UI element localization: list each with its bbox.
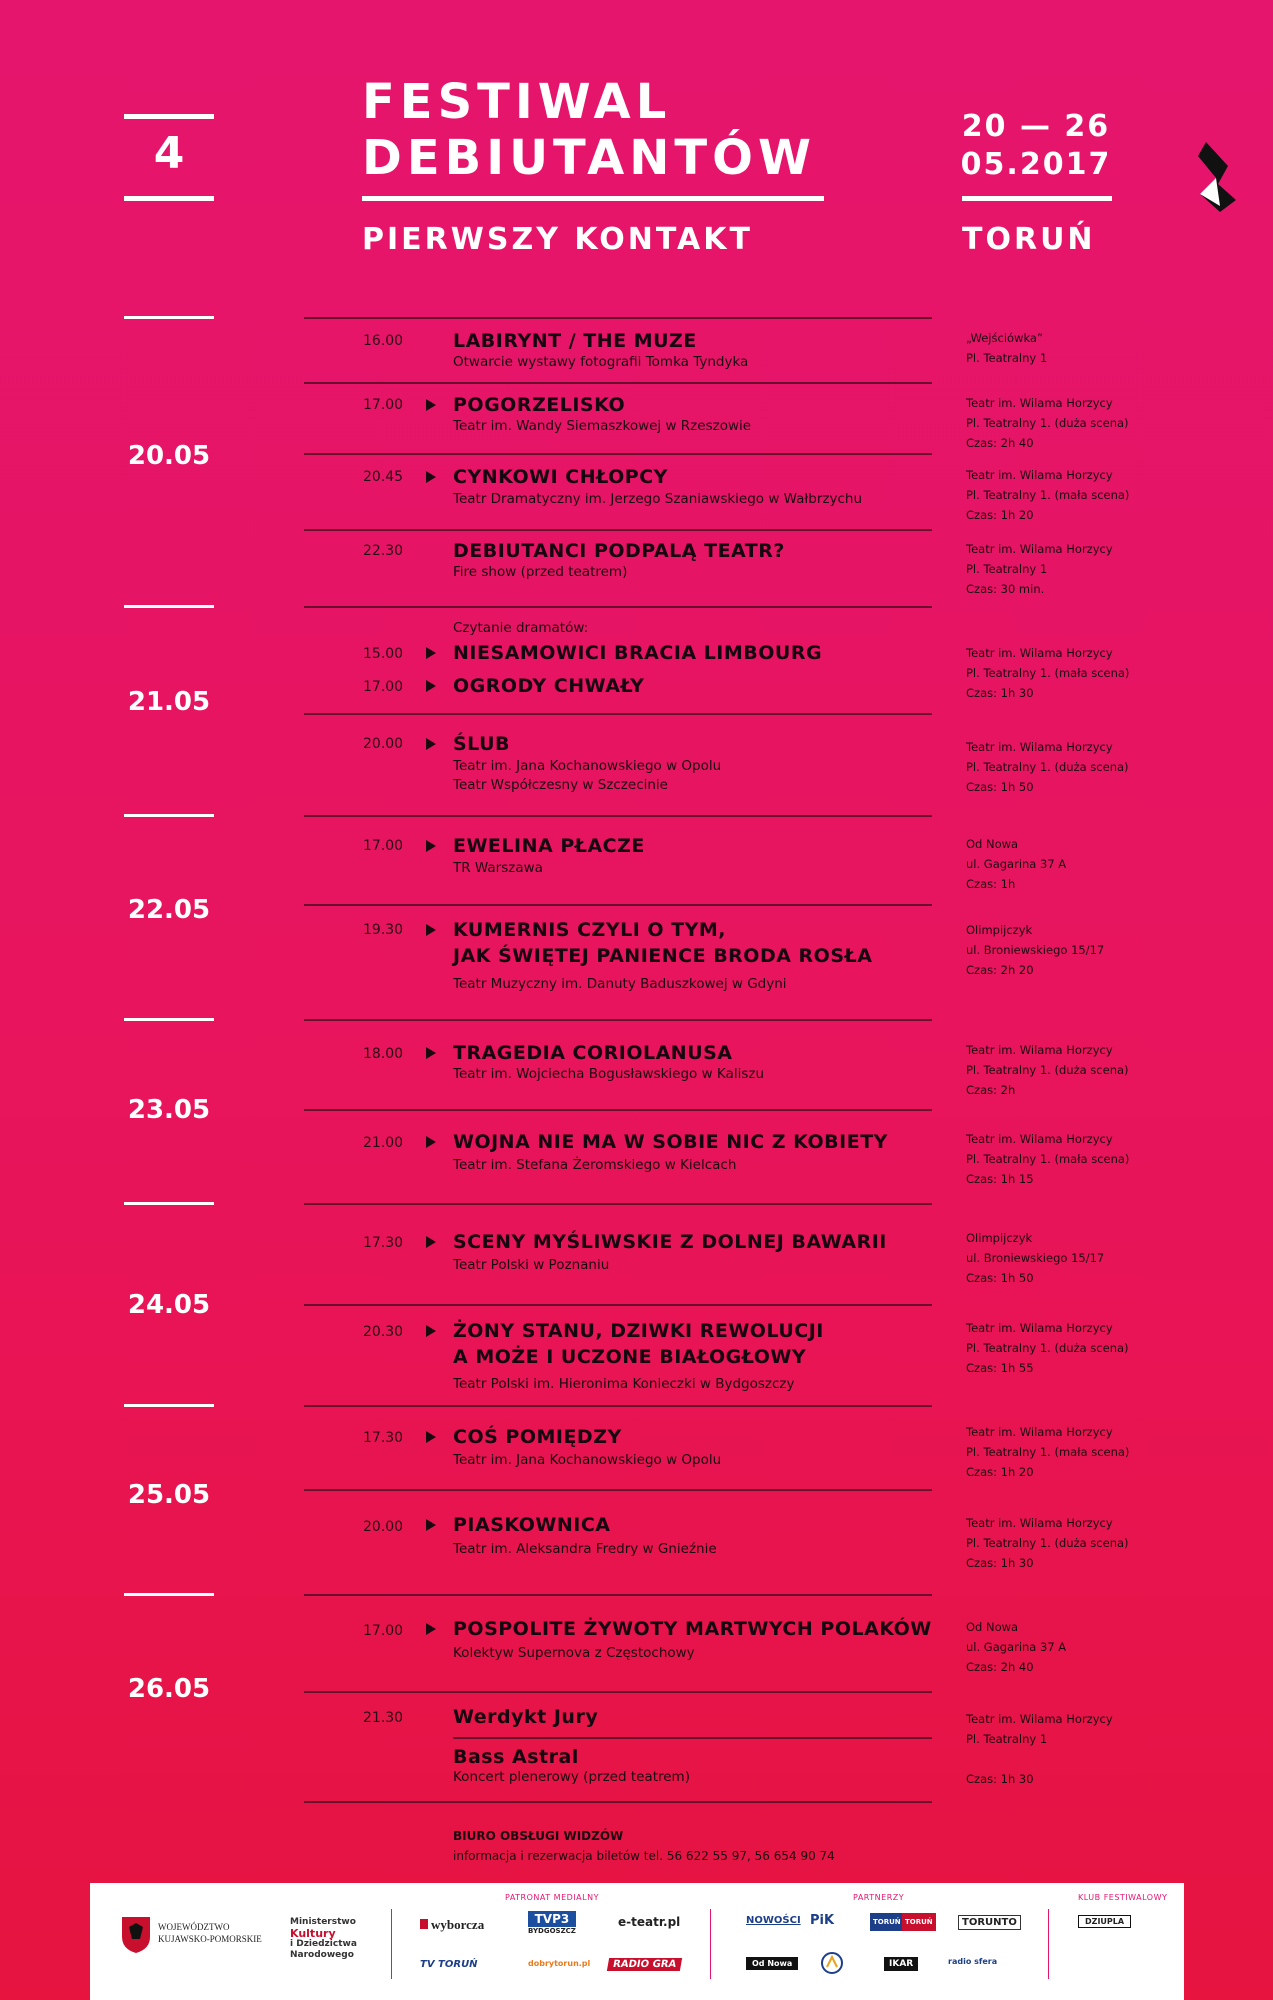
venue-line: Czas: 1h [966, 877, 1016, 891]
event-title[interactable]: PIASKOWNICA [453, 1514, 611, 1536]
partners-label: PARTNERZY [853, 1893, 905, 1902]
event-title[interactable]: DEBIUTANCI PODPALĄ TEATR? [453, 540, 785, 562]
ministry-line: Narodowego [290, 1950, 354, 1960]
pik-logo: PiK [810, 1913, 835, 1928]
event-venue [966, 1709, 1113, 1749]
venue-line: Pl. Teatralny 1. (mała scena) [966, 1445, 1130, 1459]
venue-line: Czas: 1h 20 [966, 508, 1034, 522]
event-subtitle: Teatr Dramatyczny im. Jerzego Szaniawskiego w Wałbrzychu [453, 491, 863, 507]
torunto-logo: TORUNTO [958, 1915, 1021, 1930]
event-venue [966, 1228, 1104, 1288]
region-crest-icon [120, 1915, 152, 1955]
venue-line: Czas: 1h 30 [966, 686, 1034, 700]
event-venue [966, 328, 1047, 368]
venue-line: Teatr im. Wilama Horzycy [966, 1132, 1113, 1146]
edition-bar-top [124, 114, 214, 119]
region-line: KUJAWSKO-POMORSKIE [158, 1934, 262, 1944]
event-time: 20.00 [363, 1519, 404, 1535]
sponsors-footer [90, 1883, 1184, 2000]
dates-underline [962, 196, 1112, 201]
schedule-divider [304, 453, 932, 455]
event-venue [966, 1617, 1066, 1677]
venue-line: Teatr im. Wilama Horzycy [966, 1321, 1113, 1335]
event-subtitle: Otwarcie wystawy fotografii Tomka Tyndyka [453, 354, 749, 370]
event-subtitle: Teatr Polski w Poznaniu [453, 1257, 610, 1273]
venue-line: Pl. Teatralny 1 [966, 1732, 1048, 1746]
play-arrow-icon [426, 1623, 436, 1635]
event-time: 20.30 [363, 1324, 404, 1340]
day-separator [124, 1404, 214, 1407]
venue-line: Pl. Teatralny 1. (duża scena) [966, 416, 1129, 430]
dziupla-logo: DZIUPLA [1078, 1915, 1131, 1928]
region-line: WOJEWÓDZTWO [158, 1922, 230, 1932]
event-subtitle: Teatr Polski im. Hieronima Konieczki w Bydgoszczy [453, 1376, 795, 1392]
radiosfera-logo: radio sfera [948, 1957, 998, 1966]
event-subtitle: Teatr im. Stefana Żeromskiego w Kielcach [453, 1157, 737, 1173]
event-venue [966, 465, 1129, 525]
event-subtitle: Teatr im. Jana Kochanowskiego w Opolu [453, 1452, 722, 1468]
edition-badge [124, 104, 212, 220]
footer-separator [391, 1909, 392, 1979]
venue-line: Pl. Teatralny 1. (duża scena) [966, 1536, 1129, 1550]
club-label: KLUB FESTIWALOWY [1078, 1893, 1168, 1902]
venue-line: Czas: 1h 30 [966, 1556, 1034, 1570]
venue-line: Teatr im. Wilama Horzycy [966, 396, 1113, 410]
event-subtitle: Teatr im. Wojciecha Bogusławskiego w Kaliszu [453, 1066, 764, 1082]
event-title-line-2[interactable]: A MOŻE I UCZONE BIAŁOGŁOWY [453, 1346, 807, 1368]
event-title[interactable]: NIESAMOWICI BRACIA LIMBOURG [453, 642, 823, 664]
event-title[interactable]: Werdykt Jury [453, 1706, 599, 1728]
venue-line: Czas: 2h [966, 1083, 1016, 1097]
venue-line: Czas: 30 min. [966, 582, 1045, 596]
venue-line: Pl. Teatralny 1. (duża scena) [966, 1063, 1129, 1077]
schedule-divider [304, 1109, 932, 1111]
schedule-divider [304, 1304, 932, 1306]
venue-line: Pl. Teatralny 1. (mała scena) [966, 488, 1130, 502]
region-logo-text [158, 1921, 262, 1945]
venue-line: „Wejściówka” [966, 331, 1043, 345]
nowosci-logo: NOWOŚCI [746, 1915, 801, 1926]
day-label: 26.05 [127, 1674, 211, 1704]
footer-separator [1048, 1909, 1049, 1979]
event-time: 17.00 [363, 1623, 404, 1639]
ministry-line: Kultury [290, 1927, 336, 1940]
day-separator [124, 1018, 214, 1021]
ministry-line: i Dziedzictwa [290, 1939, 357, 1949]
tvp3-logo [528, 1911, 576, 1935]
event-time: 15.00 [363, 646, 404, 662]
event-title[interactable]: POSPOLITE ŻYWOTY MARTWYCH POLAKÓW [453, 1618, 932, 1640]
festival-title [362, 74, 816, 186]
venue-line: Czas: 1h 55 [966, 1361, 1034, 1375]
event-time: 20.00 [363, 736, 404, 752]
event-time: 16.00 [363, 333, 404, 349]
readings-label: Czytanie dramatów: [453, 620, 589, 636]
play-arrow-icon [426, 1431, 436, 1443]
event-time: 22.30 [363, 543, 404, 559]
venue-line: Pl. Teatralny 1 [966, 562, 1048, 576]
day-label: 23.05 [127, 1095, 211, 1125]
play-arrow-icon [426, 680, 436, 692]
event-title[interactable]: OGRODY CHWAŁY [453, 675, 645, 697]
festival-subtitle: PIERWSZY KONTAKT [362, 222, 753, 257]
torun-logo-2: TORUŃ [902, 1913, 936, 1931]
venue-line: Teatr im. Wilama Horzycy [966, 542, 1113, 556]
event-venue [966, 393, 1129, 453]
festival-dates [960, 108, 1112, 184]
venue-line: Olimpijczyk [966, 923, 1033, 937]
radiogra-logo: RADIO GRA [607, 1958, 682, 1971]
venue-line: Teatr im. Wilama Horzycy [966, 646, 1113, 660]
event-subtitle: Teatr Muzyczny im. Danuty Baduszkowej w Gdyni [453, 976, 787, 992]
day-label: 21.05 [127, 687, 211, 717]
event-time: 17.30 [363, 1430, 404, 1446]
box-office-info [453, 1826, 835, 1866]
venue-line: ul. Gagarina 37 A [966, 1640, 1067, 1654]
event-time: 17.00 [363, 397, 404, 413]
tvp3-text: TVP3 [528, 1911, 576, 1927]
venue-line: ul. Broniewskiego 15/17 [966, 1251, 1105, 1265]
venue-line: Czas: 2h 20 [966, 963, 1034, 977]
play-arrow-icon [426, 647, 436, 659]
event-time: 18.00 [363, 1046, 404, 1062]
play-arrow-icon [426, 1519, 436, 1531]
footer-separator [710, 1909, 711, 1979]
schedule-divider [304, 815, 932, 817]
tvp3-sub: BYDGOSZCZ [528, 1927, 576, 1935]
event-subtitle: TR Warszawa [453, 860, 543, 876]
event-venue [966, 1422, 1129, 1482]
venue-line: Czas: 2h 40 [966, 436, 1034, 450]
event-subtitle: Teatr Współczesny w Szczecinie [453, 777, 668, 793]
event-title[interactable]: CYNKOWI CHŁOPCY [453, 466, 668, 488]
schedule-divider [304, 1594, 932, 1596]
festival-logo-icon [1196, 142, 1240, 212]
box-office-text: informacja i rezerwacja biletów tel. 56 622 55 97, 56 654 90 74 [453, 1849, 835, 1863]
venue-line: Czas: 1h 50 [966, 780, 1034, 794]
play-arrow-icon [426, 924, 436, 936]
venue-line: Olimpijczyk [966, 1231, 1033, 1245]
day-label: 24.05 [127, 1290, 211, 1320]
event-title[interactable]: LABIRYNT / THE MUZE [453, 330, 697, 352]
box-office-heading: BIURO OBSŁUGI WIDZÓW [453, 1829, 624, 1843]
event-title-line-2[interactable]: JAK ŚWIĘTEJ PANIENCE BRODA ROSŁA [453, 945, 873, 967]
event-time: 21.30 [363, 1710, 404, 1726]
event-time: 17.00 [363, 679, 404, 695]
day-label: 25.05 [127, 1480, 211, 1510]
day-separator [124, 814, 214, 817]
event-venue [966, 643, 1129, 703]
schedule-divider [304, 1691, 932, 1693]
event-title[interactable]: EWELINA PŁACZE [453, 835, 645, 857]
day-label: 22.05 [127, 895, 211, 925]
day-separator [124, 1593, 214, 1596]
play-arrow-icon [426, 1325, 436, 1337]
venue-line: Czas: 1h 15 [966, 1172, 1034, 1186]
event-subtitle: Teatr im. Aleksandra Fredry w Gnieźnie [453, 1541, 717, 1557]
ministry-logo [290, 1917, 357, 1961]
day-separator [124, 316, 214, 319]
event-venue [966, 1513, 1129, 1573]
day-label: 20.05 [127, 441, 211, 471]
play-arrow-icon [426, 1047, 436, 1059]
schedule-divider [453, 1737, 932, 1739]
event-title[interactable]: SCENY MYŚLIWSKIE Z DOLNEJ BAWARII [453, 1231, 887, 1253]
event-time: 20.45 [363, 469, 404, 485]
event-venue [966, 539, 1113, 599]
edition-bar-bottom [124, 196, 214, 201]
play-arrow-icon [426, 840, 436, 852]
dobrytorun-logo: dobrytorun.pl [528, 1959, 591, 1968]
day-separator [124, 605, 214, 608]
venue-line: ul. Broniewskiego 15/17 [966, 943, 1105, 957]
torun-logo-1: TORUŃ [870, 1913, 904, 1931]
event-subtitle: Teatr im. Jana Kochanowskiego w Opolu [453, 758, 722, 774]
event-subtitle: Koncert plenerowy (przed teatrem) [453, 1769, 690, 1785]
tvtorun-logo: TV TORUŃ [420, 1959, 478, 1970]
schedule-divider [304, 713, 932, 715]
venue-line: Teatr im. Wilama Horzycy [966, 740, 1113, 754]
event-time: 21.00 [363, 1135, 404, 1151]
schedule-divider [304, 1019, 932, 1021]
venue-line: Pl. Teatralny 1. (duża scena) [966, 760, 1129, 774]
event-venue [966, 737, 1129, 797]
venue-line: ul. Gagarina 37 A [966, 857, 1067, 871]
venue-line: Pl. Teatralny 1. (duża scena) [966, 1341, 1129, 1355]
dates-line-1: 20 — 26 [961, 109, 1111, 144]
play-arrow-icon [426, 1236, 436, 1248]
title-line-2: DEBIUTANTÓW [362, 130, 816, 186]
event-venue [966, 1040, 1129, 1100]
schedule-divider [304, 1801, 932, 1803]
event-duration: Czas: 1h 30 [966, 1772, 1034, 1786]
event-time: 17.30 [363, 1235, 404, 1251]
venue-line: Pl. Teatralny 1. (mała scena) [966, 666, 1130, 680]
media-patronage-label: PATRONAT MEDIALNY [505, 1893, 599, 1902]
event-title[interactable]: KUMERNIS CZYLI O TYM, [453, 919, 726, 941]
club-partner-icon [820, 1951, 844, 1975]
event-subtitle: Fire show (przed teatrem) [453, 564, 628, 580]
venue-line: Czas: 2h 40 [966, 1660, 1034, 1674]
eteatr-logo: e-teatr.pl [618, 1915, 681, 1929]
venue-line: Od Nowa [966, 1620, 1019, 1634]
venue-line: Czas: 1h 20 [966, 1465, 1034, 1479]
ikar-logo: IKAR [884, 1957, 918, 1971]
event-title[interactable]: COŚ POMIĘDZY [453, 1426, 622, 1448]
schedule-divider [304, 529, 932, 531]
schedule-divider [304, 1489, 932, 1491]
ministry-line: Ministerstwo [290, 1917, 356, 1927]
event-venue [966, 1318, 1129, 1378]
schedule-divider [304, 317, 932, 319]
play-arrow-icon [426, 471, 436, 483]
event-time: 17.00 [363, 838, 404, 854]
day-separator [124, 1202, 214, 1205]
schedule-divider [304, 1203, 932, 1205]
schedule-divider [304, 606, 932, 608]
schedule-divider [304, 1405, 932, 1407]
event-venue [966, 1129, 1129, 1189]
dates-line-2: 05.2017 [960, 147, 1112, 182]
venue-line: Teatr im. Wilama Horzycy [966, 1425, 1113, 1439]
play-arrow-icon [426, 399, 436, 411]
venue-line: Teatr im. Wilama Horzycy [966, 468, 1113, 482]
festival-city: TORUŃ [962, 222, 1096, 257]
venue-line: Czas: 1h 50 [966, 1271, 1034, 1285]
edition-number: 4 [153, 128, 185, 179]
event-title[interactable]: ŚLUB [453, 733, 511, 755]
event-title[interactable]: Bass Astral [453, 1746, 579, 1768]
odnowa-logo: Od Nowa [746, 1957, 798, 1970]
wyborcza-text: wyborcza [431, 1917, 485, 1932]
wyborcza-logo [420, 1917, 484, 1933]
venue-line: Teatr im. Wilama Horzycy [966, 1712, 1113, 1726]
venue-line: Teatr im. Wilama Horzycy [966, 1516, 1113, 1530]
venue-line: Pl. Teatralny 1 [966, 351, 1048, 365]
event-subtitle: Teatr im. Wandy Siemaszkowej w Rzeszowie [453, 418, 752, 434]
event-venue [966, 920, 1104, 980]
play-arrow-icon [426, 738, 436, 750]
title-line-1: FESTIWAL [362, 74, 672, 130]
event-title[interactable]: ŻONY STANU, DZIWKI REWOLUCJI [453, 1320, 824, 1342]
schedule-divider [304, 904, 932, 906]
event-time: 19.30 [363, 922, 404, 938]
event-venue [966, 834, 1066, 894]
event-title[interactable]: TRAGEDIA CORIOLANUSA [453, 1042, 733, 1064]
play-arrow-icon [426, 1136, 436, 1148]
venue-line: Od Nowa [966, 837, 1019, 851]
title-underline [362, 196, 824, 201]
event-title[interactable]: POGORZELISKO [453, 394, 626, 416]
event-title[interactable]: WOJNA NIE MA W SOBIE NIC Z KOBIETY [453, 1131, 888, 1153]
schedule-divider [304, 382, 932, 384]
venue-line: Pl. Teatralny 1. (mała scena) [966, 1152, 1130, 1166]
venue-line: Teatr im. Wilama Horzycy [966, 1043, 1113, 1057]
event-subtitle: Kolektyw Supernova z Częstochowy [453, 1645, 695, 1661]
